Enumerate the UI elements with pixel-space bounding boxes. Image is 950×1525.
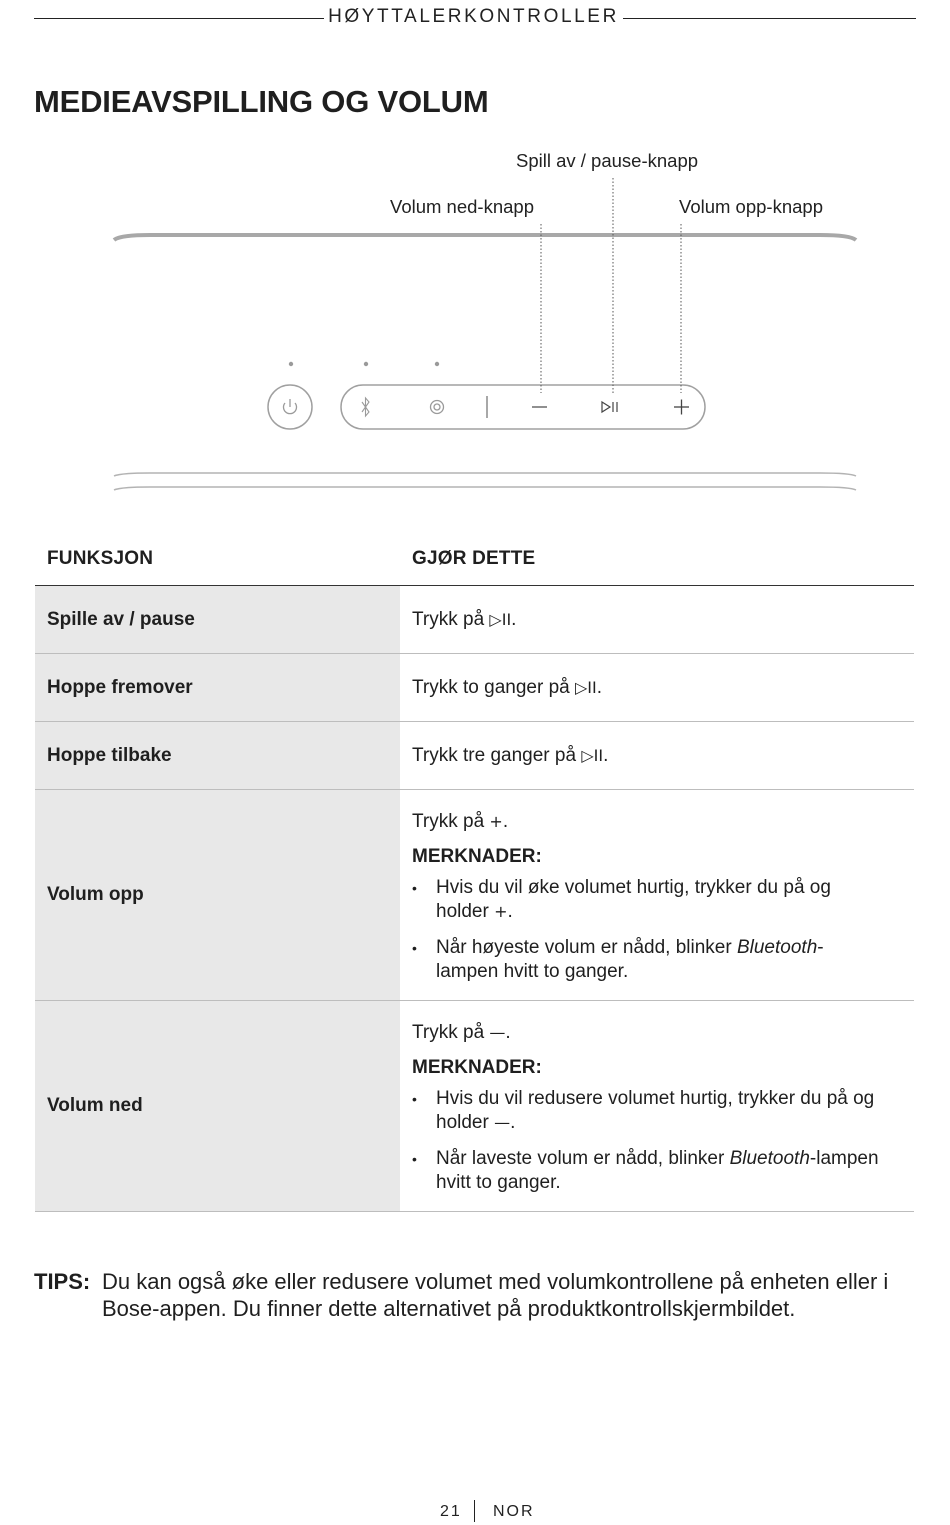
function-cell: Spille av / pause <box>35 586 400 654</box>
table-header-row <box>35 548 914 586</box>
action-cell <box>400 722 914 790</box>
section-title: HØYTTALERKONTROLLER <box>328 6 619 27</box>
note-end: . <box>507 901 513 922</box>
play-pause-symbol: ▷II <box>574 677 597 697</box>
volume-up-callout: Volum opp-knapp <box>679 196 823 217</box>
note-text: Når høyeste volum er nådd, blinker <box>436 937 737 958</box>
notes-list <box>412 876 884 984</box>
note-italic: Bluetooth <box>729 1148 810 1169</box>
play-pause-symbol: ▷II <box>489 609 512 629</box>
action-suffix: . <box>502 811 509 832</box>
note-end: -lampen hvitt to ganger. <box>436 1148 879 1193</box>
action-text: Trykk på <box>412 608 490 630</box>
bullet-icon: • <box>412 940 417 956</box>
bluetooth-indicator-dot <box>364 362 368 366</box>
header-rule-right <box>623 18 916 19</box>
note-item <box>412 876 884 924</box>
function-cell: Volum ned <box>35 1001 400 1212</box>
plus-symbol: + <box>494 902 508 921</box>
function-cell: Hoppe fremover <box>35 654 400 722</box>
table-row <box>35 790 914 1001</box>
column-header-function: FUNKSJON <box>35 548 400 586</box>
notes-list <box>412 1087 884 1195</box>
minus-symbol: — <box>494 1113 511 1132</box>
notes-title: MERKNADER: <box>412 1057 542 1078</box>
action-text: Trykk tre ganger på <box>412 744 582 766</box>
bullet-icon: • <box>412 880 417 896</box>
action-suffix: . <box>511 608 517 630</box>
action-text: Trykk to ganger på <box>412 676 575 698</box>
action-text: Trykk på <box>412 811 490 832</box>
page-footer <box>0 1500 950 1524</box>
tip-label: TIPS: <box>34 1269 91 1294</box>
speaker-bottom-edge-1 <box>114 473 856 476</box>
note-item <box>412 1087 884 1135</box>
language-code: NOR <box>493 1503 535 1520</box>
minus-symbol: — <box>489 1023 506 1042</box>
action-cell <box>400 790 914 1001</box>
note-text: Hvis du vil redusere volumet hurtig, trykker du på og holder <box>436 1088 875 1133</box>
action-cell <box>400 586 914 654</box>
table-row <box>35 586 914 654</box>
volume-down-callout: Volum ned-knapp <box>390 196 534 217</box>
function-cell: Hoppe tilbake <box>35 722 400 790</box>
action-main <box>412 1020 884 1046</box>
action-suffix: . <box>505 1022 511 1043</box>
function-table <box>35 548 914 1212</box>
speaker-top-edge <box>114 235 856 240</box>
action-suffix: . <box>596 676 603 698</box>
function-cell: Volum opp <box>35 790 400 1001</box>
header-rule-left <box>34 18 324 19</box>
play-pause-callout: Spill av / pause-knapp <box>516 150 699 171</box>
tip-text: Du kan også øke eller redusere volumet med volumkontrollene på enheten eller i Bose-appen. Du finner dette alternativet på produktkontrollskjermbildet. <box>102 1269 889 1321</box>
action-cell <box>400 654 914 722</box>
note-text: Hvis du vil øke volumet hurtig, trykker du på og holder <box>436 877 831 922</box>
table-row <box>35 1001 914 1212</box>
action-suffix: . <box>603 744 609 766</box>
note-item <box>412 936 884 984</box>
power-indicator-dot <box>289 362 293 366</box>
action-text: Trykk på <box>412 1022 490 1043</box>
table-row <box>35 722 914 790</box>
action-main <box>412 809 884 835</box>
button-panel <box>341 385 705 429</box>
plus-symbol: + <box>489 812 503 831</box>
note-end: . <box>510 1112 516 1133</box>
note-item <box>412 1147 884 1195</box>
action-indicator-dot <box>435 362 439 366</box>
table-row <box>35 654 914 722</box>
speaker-bottom-edge-2 <box>114 487 856 490</box>
column-header-action: GJØR DETTE <box>400 548 914 586</box>
section-header <box>34 6 916 30</box>
speaker-diagram <box>0 140 950 510</box>
tip-block <box>34 1268 920 1322</box>
bullet-icon: • <box>412 1091 417 1107</box>
bullet-icon: • <box>412 1151 417 1167</box>
notes-title: MERKNADER: <box>412 846 542 867</box>
note-end: -lampen hvitt to ganger. <box>436 937 824 982</box>
page-number: 21 <box>440 1503 462 1520</box>
play-pause-symbol: ▷II <box>581 745 604 765</box>
note-text: Når laveste volum er nådd, blinker <box>436 1148 730 1169</box>
footer-separator <box>474 1500 475 1522</box>
power-button[interactable] <box>268 385 312 429</box>
page-title: MEDIEAVSPILLING OG VOLUM <box>34 84 489 119</box>
note-italic: Bluetooth <box>736 937 818 958</box>
action-cell <box>400 1001 914 1212</box>
